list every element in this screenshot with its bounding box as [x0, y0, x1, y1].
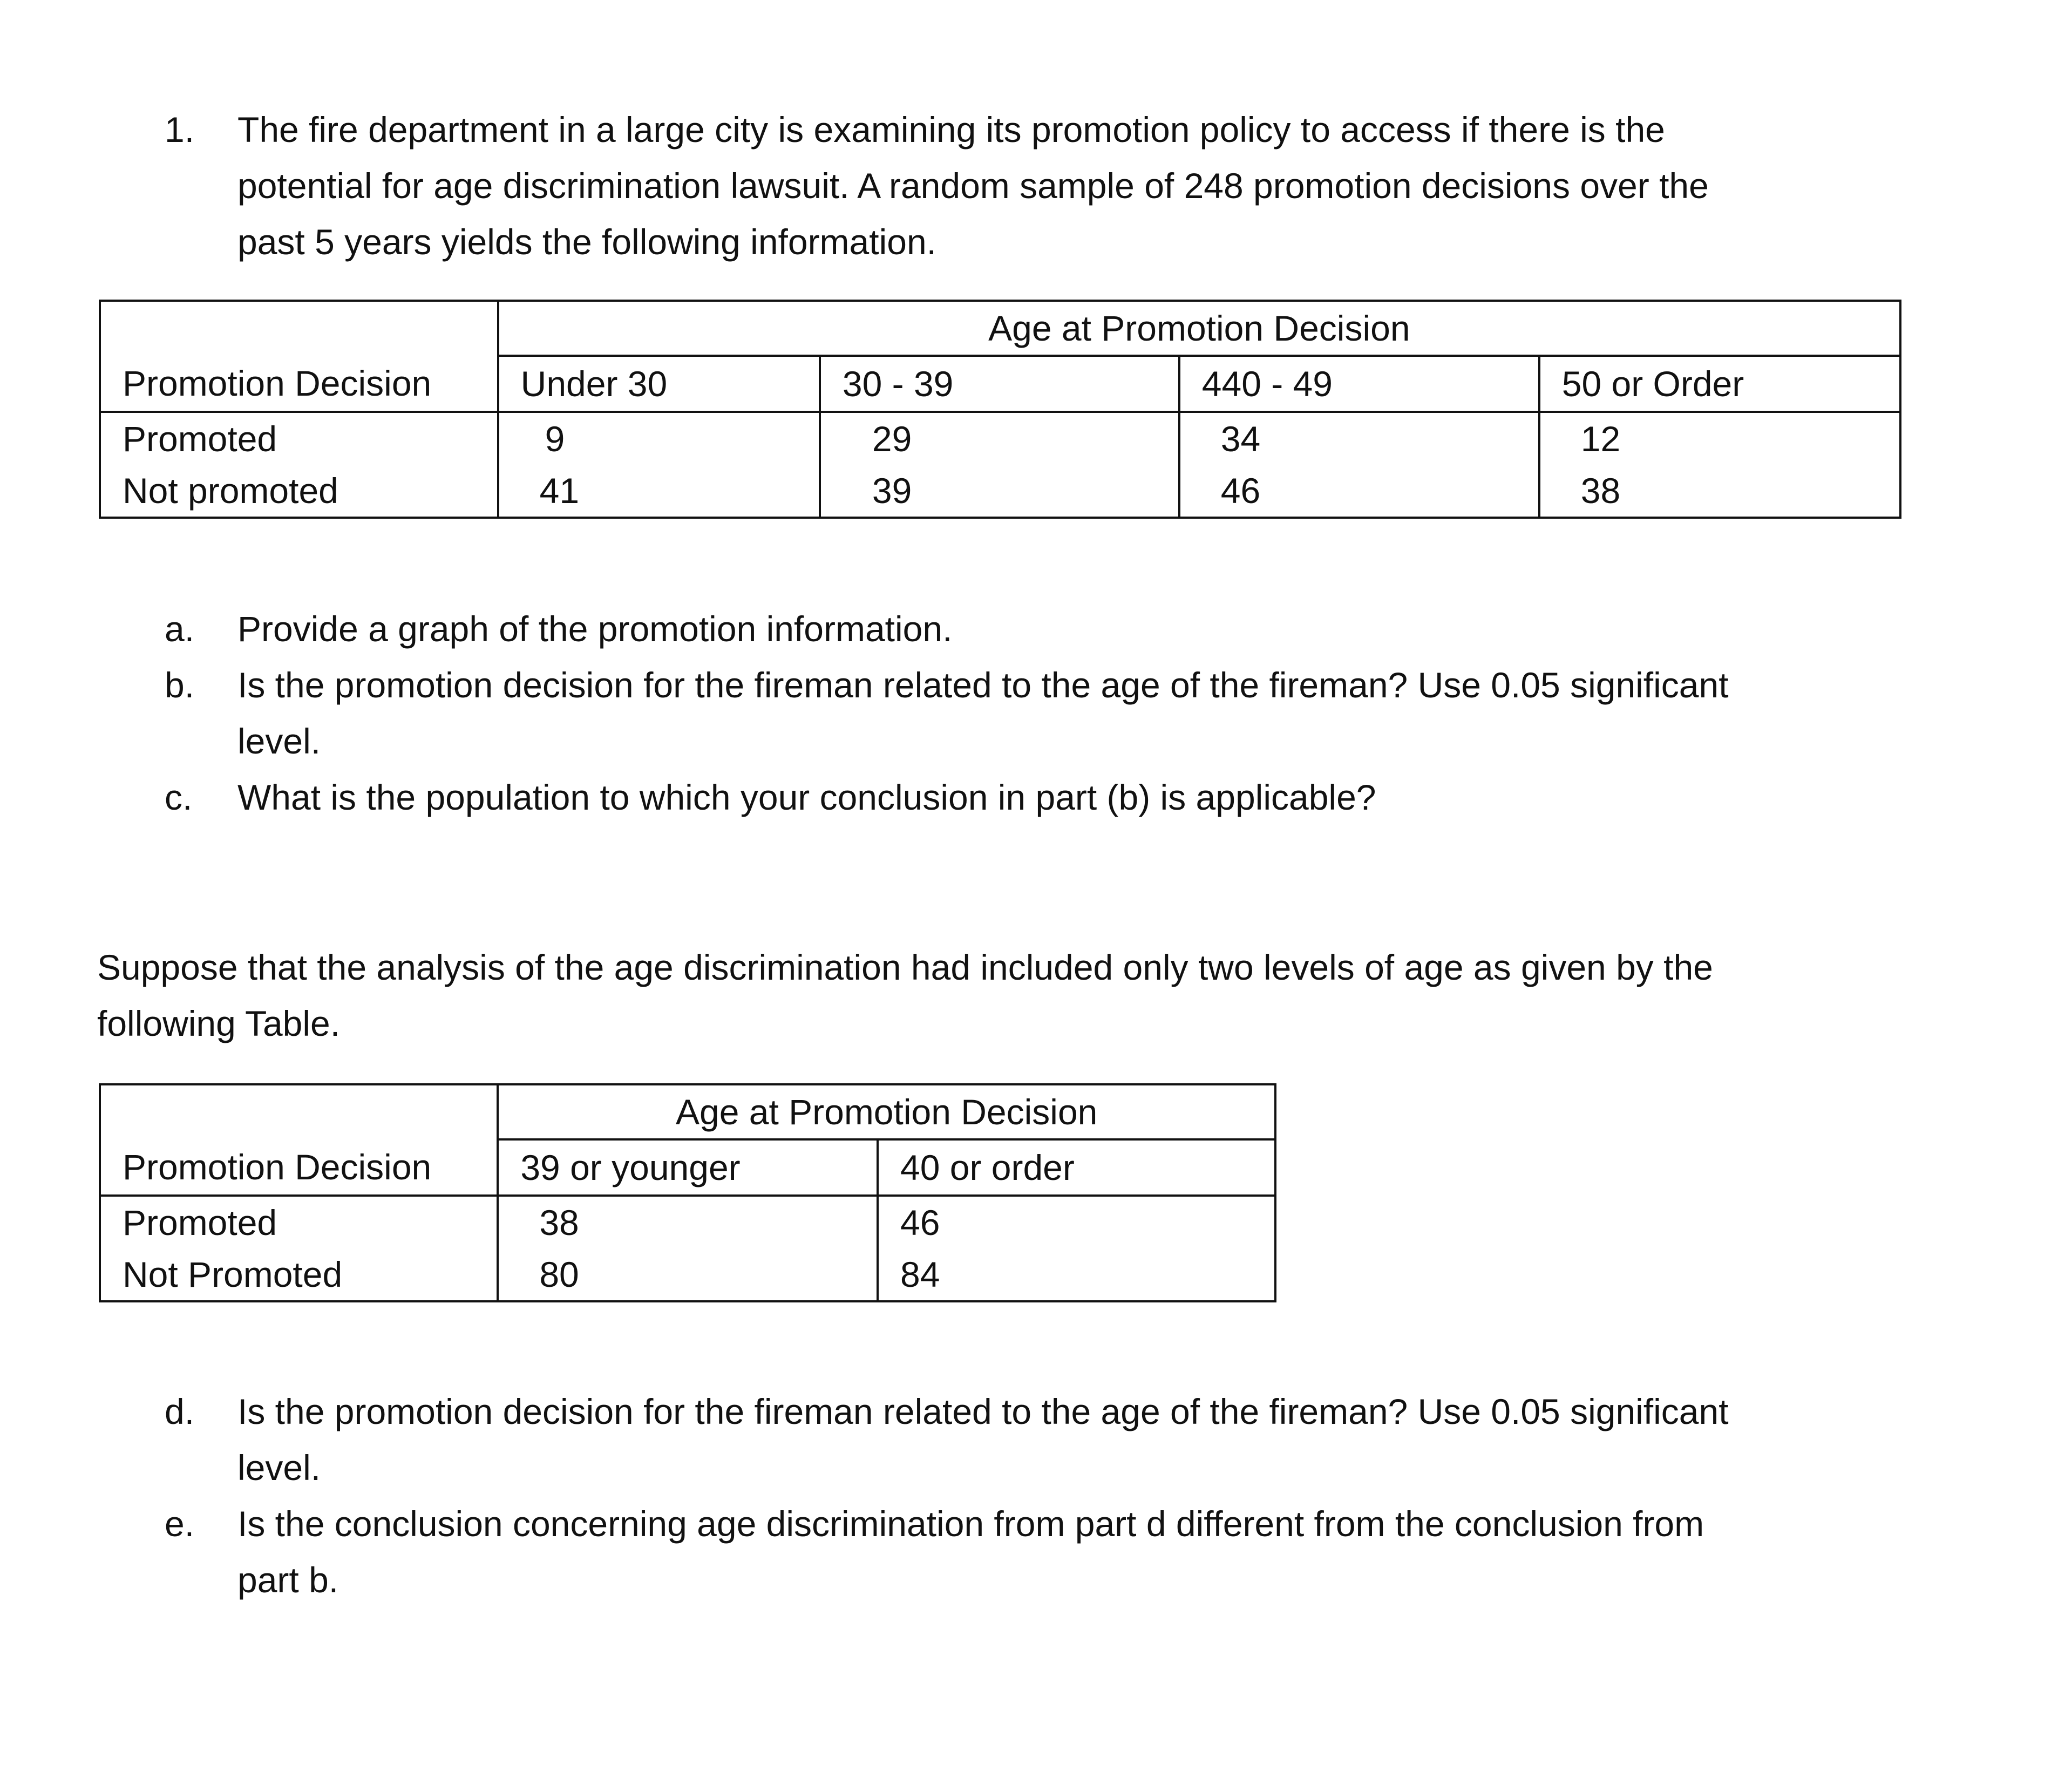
column-header: 440 - 49 [1179, 356, 1539, 412]
part-marker: c. [165, 777, 193, 817]
part-a [165, 601, 1881, 657]
table-cell: 29 [820, 412, 1179, 465]
part-line: level. [237, 1448, 321, 1488]
column-header: 40 or order [878, 1139, 1275, 1196]
part-line: Is the promotion decision for the fireman related to the age of the fireman? Use 0.05 significant [237, 1391, 1729, 1431]
row-header-label: Promotion Decision [100, 1139, 498, 1196]
row-label: Not promoted [100, 465, 498, 518]
row-label: Promoted [100, 412, 498, 465]
intro-paragraph [97, 939, 1911, 1051]
table-row [100, 1196, 1275, 1248]
column-header: Under 30 [498, 356, 820, 412]
intro-line: following Table. [97, 1003, 341, 1043]
question-line: potential for age discrimination lawsuit. A random sample of 248 promotion decisions over the [237, 166, 1709, 206]
part-line: part b. [237, 1560, 339, 1600]
group-header: Age at Promotion Decision [498, 1084, 1275, 1139]
table-cell: 84 [878, 1248, 1275, 1301]
part-e [165, 1496, 1881, 1608]
part-d [165, 1383, 1881, 1496]
row-header-label: Promotion Decision [100, 356, 498, 412]
part-b [165, 657, 1881, 769]
table-cell: 38 [1539, 465, 1900, 518]
table-cell: 38 [498, 1196, 878, 1248]
question-1 [165, 101, 1881, 270]
part-line: Provide a graph of the promotion information. [237, 609, 953, 649]
column-header: 50 or Order [1539, 356, 1900, 412]
table-row [100, 412, 1900, 465]
table-cell: 41 [498, 465, 820, 518]
table-cell: 46 [878, 1196, 1275, 1248]
table-cell: 9 [498, 412, 820, 465]
part-line: Is the promotion decision for the fireman related to the age of the fireman? Use 0.05 significant [237, 665, 1729, 705]
intro-line: Suppose that the analysis of the age discrimination had included only two levels of age as given by the [97, 947, 1713, 987]
column-header: 39 or younger [498, 1139, 878, 1196]
part-line: Is the conclusion concerning age discrimination from part d different from the conclusion from [237, 1504, 1704, 1544]
empty-corner-cell [100, 1084, 498, 1139]
table-cell: 12 [1539, 412, 1900, 465]
question-line: The fire department in a large city is examining its promotion policy to access if there is the [237, 110, 1665, 150]
question-number: 1. [165, 110, 195, 150]
table-row [100, 1248, 1275, 1301]
table-row [100, 465, 1900, 518]
empty-corner-cell [100, 301, 498, 356]
part-marker: e. [165, 1504, 195, 1544]
part-line: What is the population to which your conclusion in part (b) is applicable? [237, 777, 1376, 817]
table-cell: 80 [498, 1248, 878, 1301]
column-header: 30 - 39 [820, 356, 1179, 412]
part-line: level. [237, 721, 321, 761]
promotion-table-two-ages [99, 1083, 1276, 1302]
table-cell: 46 [1179, 465, 1539, 518]
part-marker: d. [165, 1391, 195, 1431]
question-line: past 5 years yields the following information. [237, 222, 936, 262]
table-cell: 39 [820, 465, 1179, 518]
part-marker: b. [165, 665, 195, 705]
row-label: Not Promoted [100, 1248, 498, 1301]
part-marker: a. [165, 609, 195, 649]
promotion-table-four-ages [99, 300, 1901, 519]
row-label: Promoted [100, 1196, 498, 1248]
table-cell: 34 [1179, 412, 1539, 465]
part-c [165, 769, 1881, 825]
group-header: Age at Promotion Decision [498, 301, 1900, 356]
